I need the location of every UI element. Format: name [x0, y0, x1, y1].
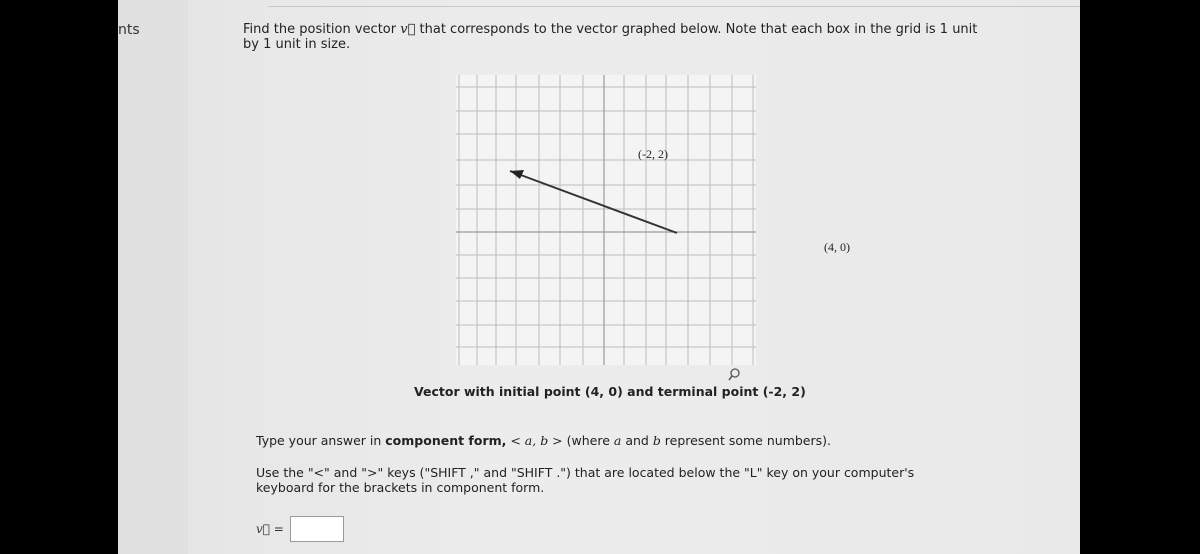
instruction-text: (where: [566, 433, 614, 448]
terminal-point-label: (-2, 2): [638, 147, 668, 161]
initial-point-label: (4, 0): [824, 240, 850, 254]
component-form-notation: < a, b >: [506, 433, 567, 448]
instruction-line-1: [256, 433, 956, 448]
variable-b: b: [652, 433, 661, 448]
answer-label: v⃗ =: [256, 522, 284, 536]
instruction-text: Type your answer in: [256, 433, 386, 448]
question-page: [118, 0, 1080, 554]
graph-caption: Vector with initial point (4, 0) and terminal point (-2, 2): [414, 384, 806, 399]
vector-symbol: v⃗: [400, 22, 416, 37]
top-divider: [268, 6, 1080, 7]
graph-background: [456, 75, 756, 365]
instruction-text: and: [621, 433, 653, 448]
sidebar-label: nts: [118, 22, 140, 38]
component-form-label: component form,: [385, 433, 507, 448]
question-part1: Find the position vector: [243, 22, 401, 37]
variable-a: a: [613, 433, 622, 448]
question-text: [243, 22, 983, 52]
question-part2: that corresponds to the vector graphed below. Note that each box in the grid is 1 unit by 1 unit in size.: [243, 22, 978, 52]
answer-row: [256, 516, 344, 542]
instruction-text: represent some numbers).: [660, 433, 831, 448]
instructions: [256, 433, 956, 495]
answer-input[interactable]: [290, 516, 344, 542]
vector-graph: [456, 75, 850, 365]
sidebar-strip: [118, 0, 188, 554]
instruction-line-2: Use the "<" and ">" keys ("SHIFT ," and "SHIFT .") that are located below the "L" key on your computer's keyboard for the brackets in component form.: [256, 465, 915, 495]
